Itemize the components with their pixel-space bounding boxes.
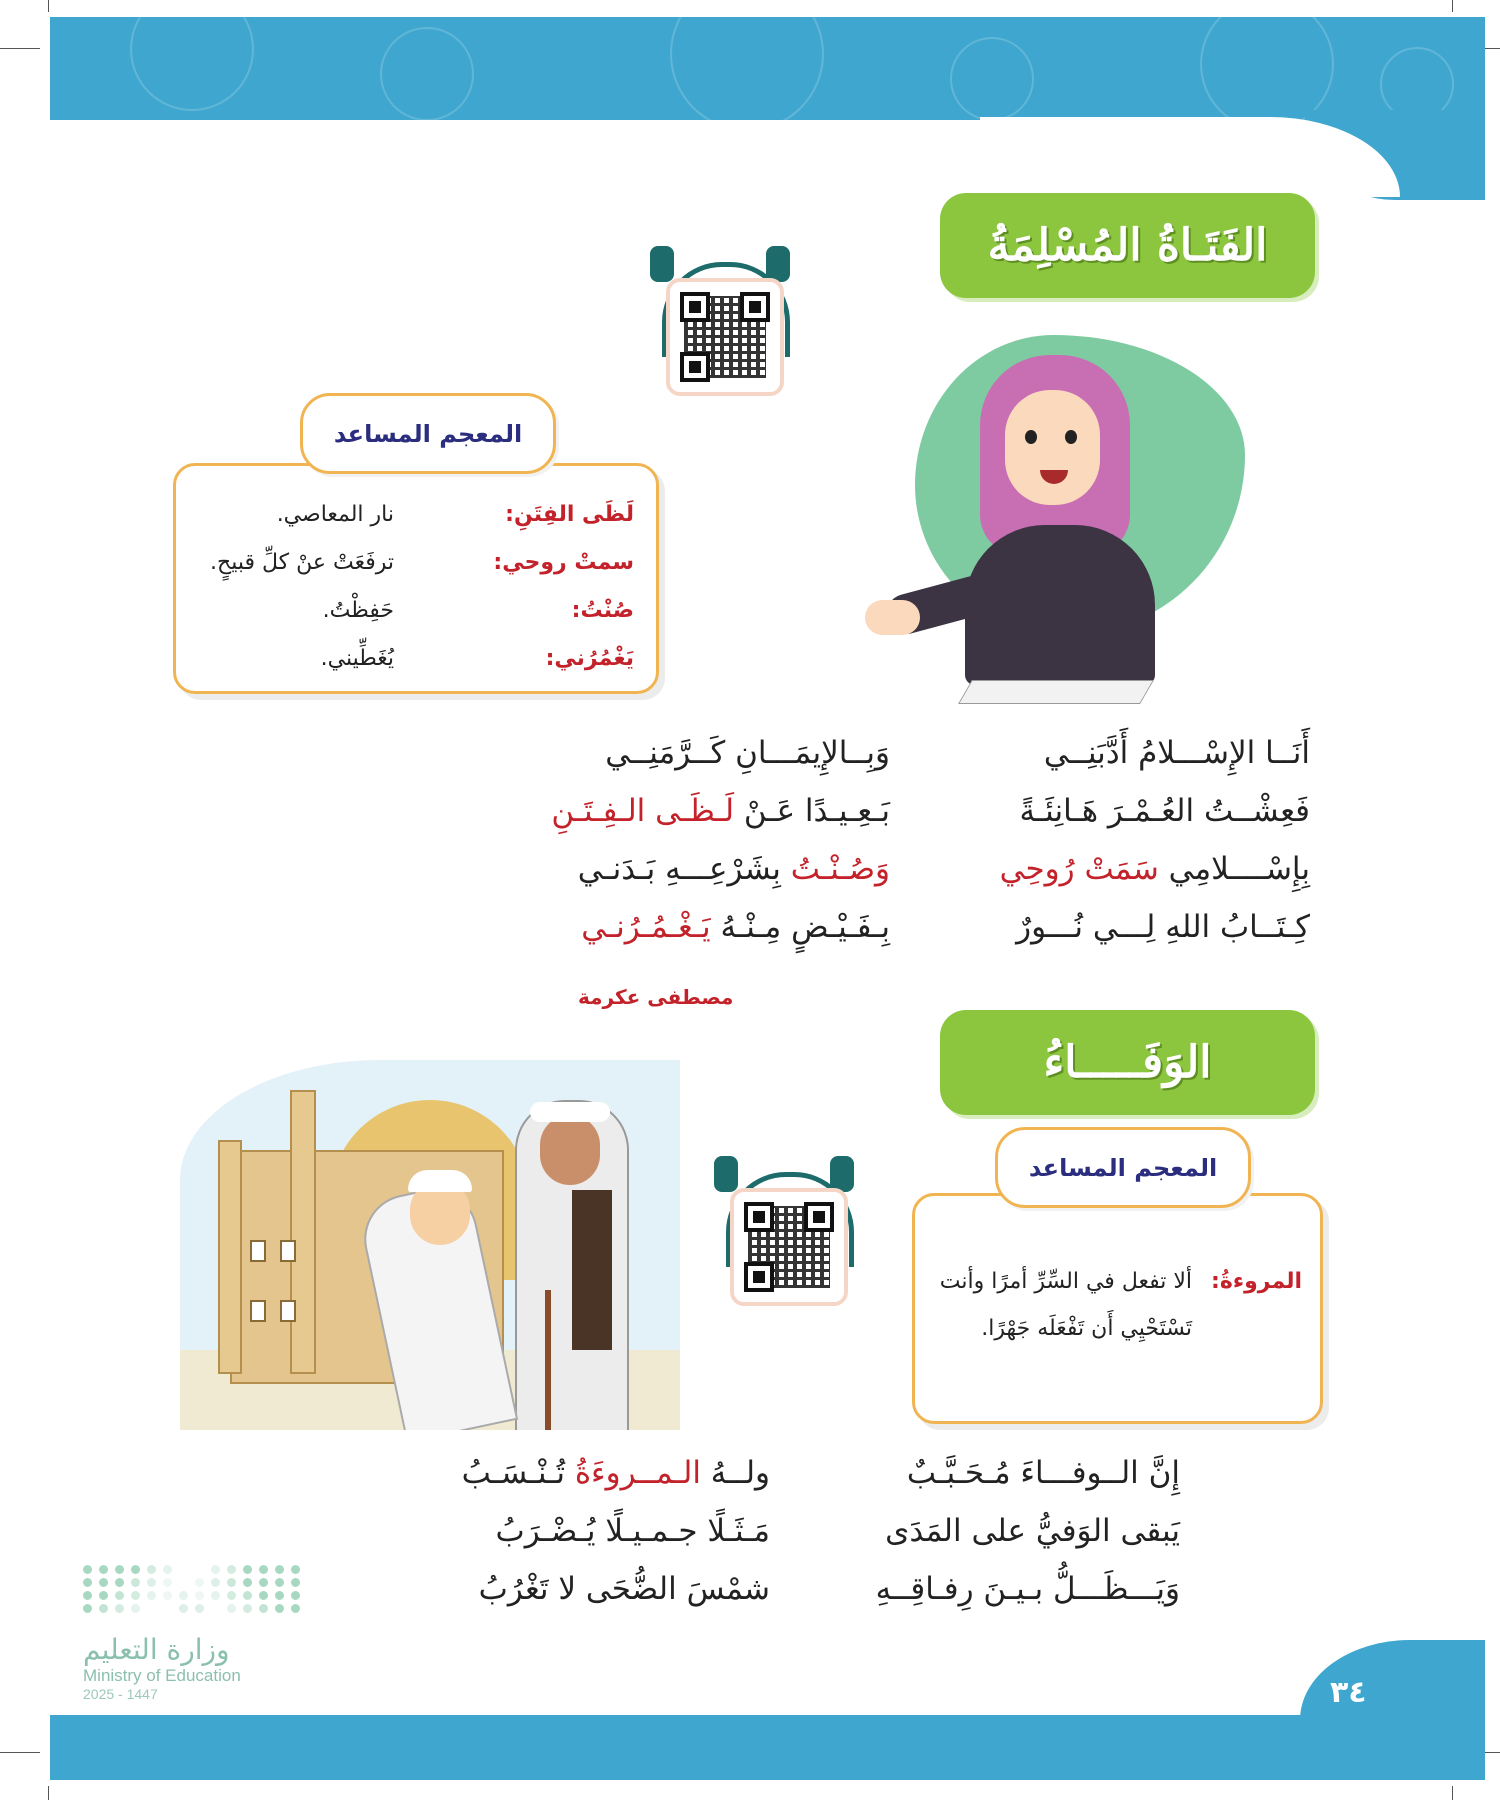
dictionary-box	[912, 1193, 1323, 1424]
verse-second-hemistich: مَـثَـلًا جـمـيـلًا يُـضْـرَبُ	[495, 1513, 770, 1549]
verse-first-hemistich: أَنَــا الإِسْـــلامُ أَدَّبَنِــي	[1043, 735, 1310, 771]
girl-illustration	[875, 335, 1255, 715]
verse-second-hemistich: وَصُـنْـتُ بِشَرْعِـــهِ بَـدَنـي	[577, 851, 890, 887]
poem	[520, 735, 1310, 975]
crop-mark	[1452, 0, 1453, 12]
dictionary-heading-text: المعجم المساعد	[1028, 1153, 1218, 1182]
audio-qr-code[interactable]	[648, 238, 788, 398]
crop-mark	[48, 1786, 49, 1800]
audio-qr-code[interactable]	[712, 1148, 852, 1308]
ministry-logo-icon	[83, 1565, 283, 1613]
crop-mark	[1452, 1786, 1453, 1800]
dictionary-definition: ألا تفعل في السِّرِّ أمرًا وأنت	[939, 1269, 1192, 1294]
dictionary-definition: نار المعاصي.	[276, 502, 394, 527]
ministry-year: 2025 - 1447	[83, 1686, 158, 1702]
ministry-logo	[83, 1565, 283, 1715]
verse-second-hemistich: وَبِــالإِيمَـــانِ كَــرَّمَنِــي	[605, 735, 890, 771]
dictionary-box	[173, 463, 659, 694]
dictionary-heading	[300, 393, 556, 474]
verse-second-hemistich: شمْسَ الضُّحَى لا تَغْرُبُ	[478, 1571, 770, 1607]
verse-first-hemistich: يَبقى الوَفيُّ على المَدَى	[885, 1513, 1180, 1549]
lesson-title-text: الوَفَـــــاءُ	[1043, 1037, 1212, 1088]
verse-second-hemistich: بَـعِـيـدًا عَـنْ لَـظَـى الـفِـتَـنِ	[551, 793, 890, 829]
header-band	[50, 17, 1485, 120]
verse-second-hemistich: بِـفَـيْـضٍ مِـنْـهُ يَـغْـمُـرُنـي	[581, 909, 890, 945]
verse-first-hemistich: كِـتَــابُ اللهِ لِـــي نُـــورٌ	[1016, 909, 1310, 945]
dictionary-heading	[995, 1127, 1251, 1208]
footer-band	[50, 1715, 1485, 1780]
crop-mark	[48, 0, 49, 12]
dictionary-definition: تَسْتَحْيِي أَن تَفْعَلَه جَهْرًا.	[981, 1316, 1192, 1341]
dictionary-term: صُنْتُ:	[571, 598, 634, 623]
verse-first-hemistich: إِنَّ الــوفـــاءَ مُـحَـبَّـبٌ	[906, 1455, 1180, 1491]
dictionary-heading-text: المعجم المساعد	[333, 419, 523, 448]
dictionary-term: المروءةُ:	[1211, 1269, 1302, 1294]
verse-first-hemistich: بِإِسْــــلامِي سَمَتْ رُوحِي	[999, 851, 1310, 887]
verse-first-hemistich: وَيَـــظَـــلُّ بـيـنَ رِفـاقِــهِ	[875, 1571, 1180, 1607]
dictionary-definition: يُغَطِّيني.	[320, 646, 394, 671]
verse-first-hemistich: فَعِشْــتُ العُـمْـرَ هَـانِئَـةً	[1019, 793, 1310, 829]
page-number-tab	[1300, 1640, 1485, 1720]
dictionary-term: يَغْمُرُني:	[545, 646, 634, 671]
ministry-name-en: Ministry of Education	[83, 1666, 241, 1685]
crop-mark	[0, 48, 40, 49]
page-number: ٣٤	[1330, 1675, 1367, 1710]
header-curve-mask	[980, 117, 1400, 197]
lesson-title	[940, 1010, 1315, 1115]
poet-name: مصطفى عكرمة	[578, 985, 734, 1009]
ministry-name-ar: وزارة التعليم	[83, 1633, 230, 1666]
dictionary-definition: ترفَعَتْ عنْ كلِّ قبيحٍ.	[210, 550, 394, 575]
dictionary-term: سمتْ روحي:	[493, 550, 634, 575]
dictionary-definition: حَفِظْتُ.	[322, 598, 394, 623]
verse-second-hemistich: ولــهُ الـمــروءَةُ تُـنْـسَـبُ	[461, 1455, 770, 1491]
poem	[390, 1455, 1180, 1635]
lesson-title-text: الفَتَـاةُ المُسْلِمَةُ	[987, 220, 1268, 271]
crop-mark	[0, 1752, 40, 1753]
dictionary-term: لَظَى الفِتَنِ:	[505, 502, 634, 527]
lesson-title	[940, 193, 1315, 298]
mosque-illustration	[180, 1060, 680, 1430]
